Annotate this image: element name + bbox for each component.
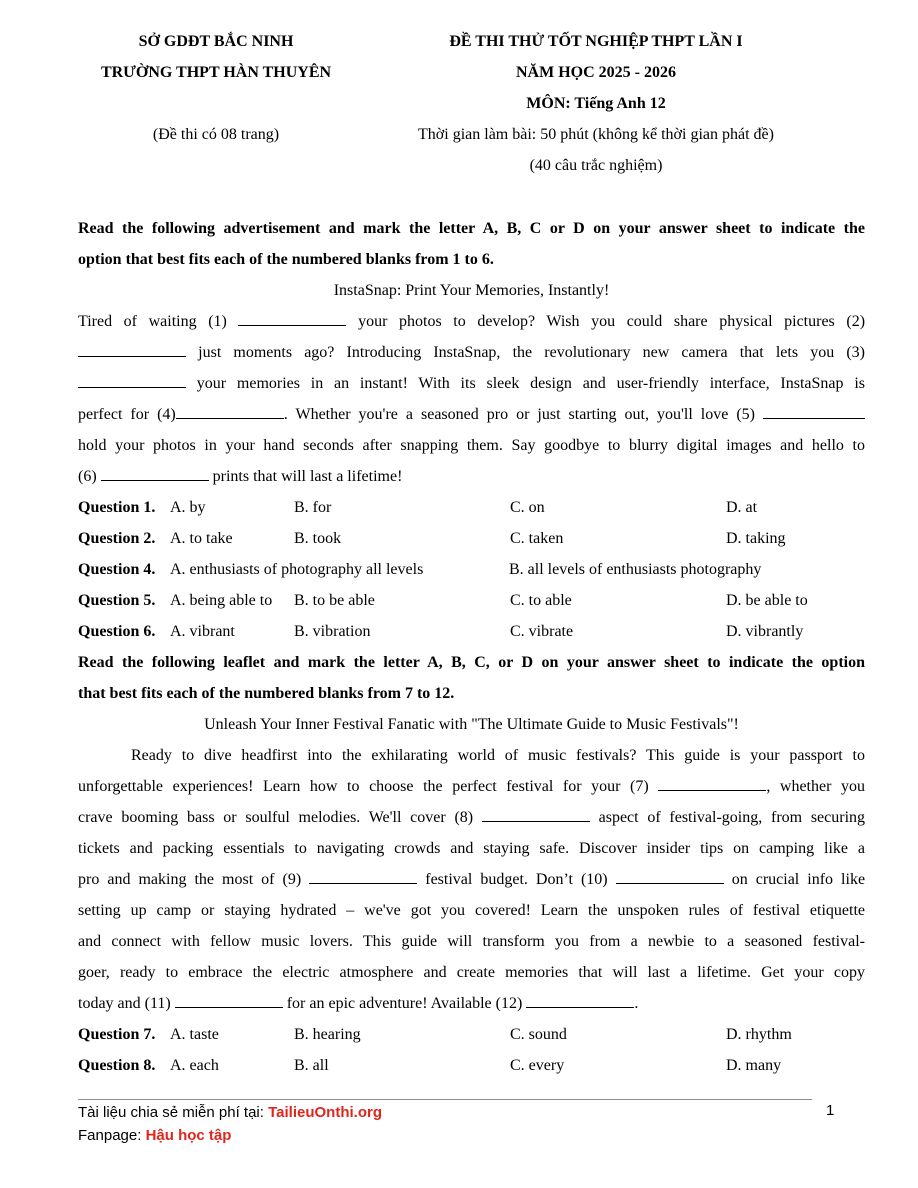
leaflet-paragraph-line: goer, ready to embrace the electric atmosphere and create memories that will last a lifetime. Get your copy bbox=[78, 964, 865, 981]
page-count-note: (Đề thi có 08 trang) bbox=[152, 126, 280, 143]
option-d: D. be able to bbox=[726, 592, 808, 609]
question-row bbox=[78, 554, 865, 585]
question-row bbox=[78, 616, 865, 647]
option-b: B. all levels of enthusiasts photography bbox=[509, 561, 762, 578]
option-c: C. vibrate bbox=[510, 623, 574, 640]
option-d: D. at bbox=[726, 499, 758, 516]
option-b: B. for bbox=[294, 499, 332, 516]
leaflet-paragraph-line: tickets and packing essentials to navigating crowds and staying safe. Discover insider tips on camping like a bbox=[78, 840, 865, 857]
blank-12 bbox=[526, 993, 634, 1008]
leaflet-paragraph-line bbox=[78, 802, 865, 833]
ad-paragraph-line: hold your photos in your hand seconds after snapping them. Say goodbye to blurry digital images and hello to bbox=[78, 437, 865, 454]
leaflet-title: Unleash Your Inner Festival Fanatic with "The Ultimate Guide to Music Festivals"! bbox=[204, 716, 739, 733]
blank-9 bbox=[309, 869, 417, 884]
ad-text: perfect for (4) bbox=[78, 406, 176, 423]
school-name: TRƯỜNG THPT HÀN THUYÊN bbox=[100, 64, 332, 81]
question-label: Question 6. bbox=[78, 623, 156, 640]
footer-fanpage-label: Fanpage: bbox=[78, 1127, 146, 1144]
question-row bbox=[78, 492, 865, 523]
ad-paragraph-line bbox=[78, 368, 865, 399]
question-label: Question 7. bbox=[78, 1026, 156, 1043]
footer-source bbox=[78, 1104, 382, 1121]
leaflet-text: festival budget. Don’t (10) bbox=[425, 871, 608, 888]
ad-paragraph-line bbox=[78, 461, 865, 492]
leaflet-text: unforgettable experiences! Learn how to choose the perfect festival for your (7) bbox=[78, 778, 649, 795]
leaflet-text: today and (11) bbox=[78, 995, 171, 1012]
option-b: B. to be able bbox=[294, 592, 375, 609]
footer-source-label: Tài liệu chia sẻ miễn phí tại: bbox=[78, 1104, 269, 1121]
leaflet-paragraph-line: setting up camp or staying hydrated – we've got you covered! Learn the unspoken rules of festival etiquette bbox=[78, 902, 865, 919]
advertisement-title: InstaSnap: Print Your Memories, Instantly! bbox=[333, 282, 610, 299]
option-d: D. vibrantly bbox=[726, 623, 804, 640]
question-row bbox=[78, 1019, 865, 1050]
question-row bbox=[78, 585, 865, 616]
option-c: C. on bbox=[510, 499, 545, 516]
footer-divider bbox=[78, 1099, 812, 1100]
question-label: Question 2. bbox=[78, 530, 156, 547]
leaflet-paragraph-line: and connect with fellow music lovers. This guide will transform you from a newbie to a seasoned festival- bbox=[78, 933, 865, 950]
option-a: A. enthusiasts of photography all levels bbox=[170, 561, 424, 578]
blank-4 bbox=[176, 404, 284, 419]
leaflet-text: crave booming bass or soulful melodies. We'll cover (8) bbox=[78, 809, 474, 826]
section2-instruction-line1: Read the following leaflet and mark the letter A, B, C, or D on your answer sheet to indicate the option bbox=[78, 654, 865, 671]
ad-text: your memories in an instant! With its sleek design and user-friendly interface, InstaSnap is bbox=[196, 375, 865, 392]
ad-paragraph-line bbox=[78, 337, 865, 368]
option-b: B. all bbox=[294, 1057, 329, 1074]
blank-3 bbox=[78, 373, 186, 388]
section2-instruction-line2: that best fits each of the numbered blanks from 7 to 12. bbox=[78, 685, 455, 702]
question-row bbox=[78, 523, 865, 554]
blank-8 bbox=[482, 807, 590, 822]
question-label: Question 5. bbox=[78, 592, 156, 609]
section1-instruction-line2: option that best fits each of the numbered blanks from 1 to 6. bbox=[78, 251, 494, 268]
blank-2 bbox=[78, 342, 186, 357]
blank-10 bbox=[616, 869, 724, 884]
option-b: B. vibration bbox=[294, 623, 371, 640]
ad-paragraph-line bbox=[78, 306, 865, 337]
leaflet-text: for an epic adventure! Available (12) bbox=[286, 995, 523, 1012]
option-b: B. hearing bbox=[294, 1026, 361, 1043]
option-c: C. every bbox=[510, 1057, 565, 1074]
leaflet-text: , whether you bbox=[766, 778, 866, 795]
option-a: A. vibrant bbox=[170, 623, 235, 640]
leaflet-paragraph-line bbox=[78, 988, 865, 1019]
option-a: A. taste bbox=[170, 1026, 219, 1043]
leaflet-paragraph-line bbox=[78, 864, 865, 895]
ad-text: (6) bbox=[78, 468, 97, 485]
option-c: C. sound bbox=[510, 1026, 567, 1043]
ad-text: Tired of waiting (1) bbox=[78, 313, 227, 330]
leaflet-text: pro and making the most of (9) bbox=[78, 871, 302, 888]
exam-title: ĐỀ THI THỬ TỐT NGHIỆP THPT LẦN I bbox=[449, 33, 743, 50]
option-c: C. taken bbox=[510, 530, 564, 547]
blank-7 bbox=[658, 776, 766, 791]
option-d: D. rhythm bbox=[726, 1026, 792, 1043]
blank-6 bbox=[101, 466, 209, 481]
blank-1 bbox=[238, 311, 346, 326]
leaflet-text: on crucial info like bbox=[731, 871, 866, 888]
option-d: D. taking bbox=[726, 530, 786, 547]
department-name: SỞ GDĐT BẮC NINH bbox=[138, 33, 294, 50]
option-d: D. many bbox=[726, 1057, 782, 1074]
exam-body bbox=[78, 213, 865, 1081]
option-c: C. to able bbox=[510, 592, 572, 609]
leaflet-text: . bbox=[634, 995, 639, 1012]
ad-text: prints that will last a lifetime! bbox=[212, 468, 403, 485]
question-label: Question 1. bbox=[78, 499, 156, 516]
option-a: A. being able to bbox=[170, 592, 273, 609]
school-year: NĂM HỌC 2025 - 2026 bbox=[516, 64, 676, 81]
ad-paragraph-line bbox=[78, 399, 865, 430]
question-count: (40 câu trắc nghiệm) bbox=[529, 157, 663, 174]
blank-11 bbox=[175, 993, 283, 1008]
blank-5 bbox=[763, 404, 865, 419]
section1-instruction-line1: Read the following advertisement and mark the letter A, B, C or D on your answer sheet to indicate the bbox=[78, 220, 865, 237]
time-allowed: Thời gian làm bài: 50 phút (không kể thời gian phát đề) bbox=[418, 126, 774, 143]
question-label: Question 8. bbox=[78, 1057, 156, 1074]
subject: MÔN: Tiếng Anh 12 bbox=[526, 95, 666, 112]
leaflet-paragraph-line: Ready to dive headfirst into the exhilarating world of music festivals? This guide is your passport to bbox=[131, 747, 865, 764]
leaflet-paragraph-line bbox=[78, 771, 865, 802]
ad-text: just moments ago? Introducing InstaSnap, the revolutionary new camera that lets you (3) bbox=[198, 344, 865, 361]
option-a: A. by bbox=[170, 499, 206, 516]
ad-text: . Whether you're a seasoned pro or just starting out, you'll love (5) bbox=[283, 406, 755, 423]
option-a: A. each bbox=[170, 1057, 219, 1074]
footer-fanpage bbox=[78, 1127, 231, 1144]
page-number: 1 bbox=[826, 1102, 835, 1119]
footer-fanpage-link[interactable]: Hậu học tập bbox=[145, 1127, 232, 1144]
question-label: Question 4. bbox=[78, 561, 156, 578]
ad-text: your photos to develop? Wish you could share physical pictures (2) bbox=[358, 313, 866, 330]
option-a: A. to take bbox=[170, 530, 233, 547]
leaflet-text: aspect of festival-going, from securing bbox=[598, 809, 866, 826]
footer-site-link[interactable]: TailieuOnthi.org bbox=[268, 1104, 382, 1121]
option-b: B. took bbox=[294, 530, 342, 547]
question-row bbox=[78, 1050, 865, 1081]
